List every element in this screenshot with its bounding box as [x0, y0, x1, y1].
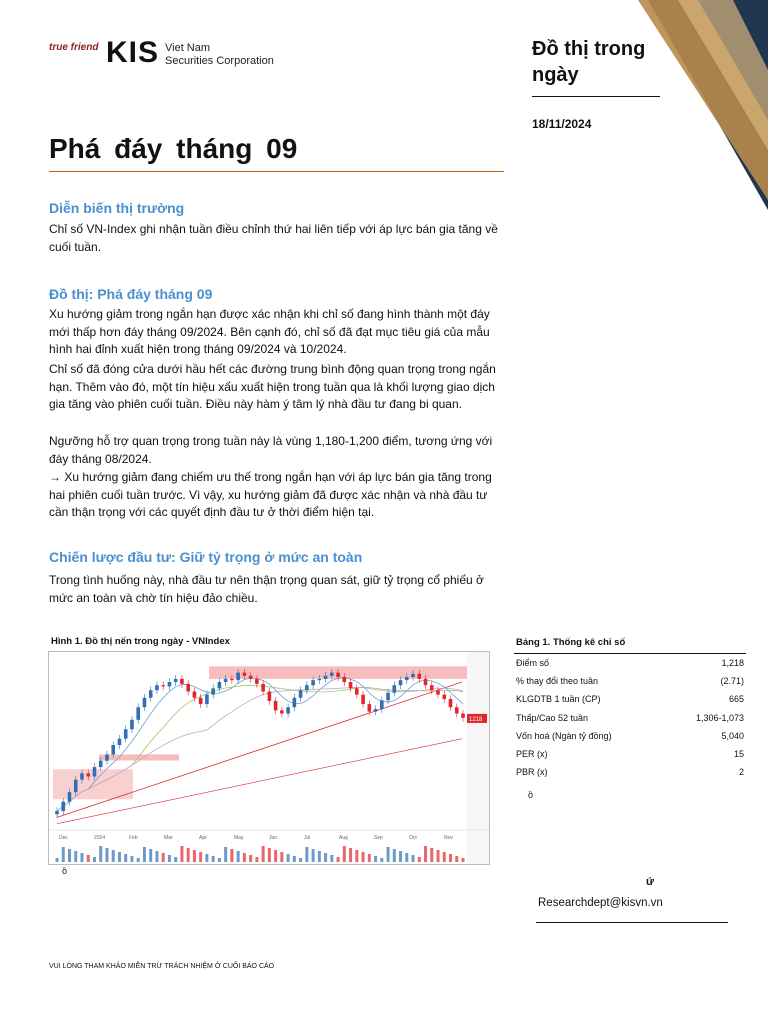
- candle-body: [343, 677, 347, 682]
- candle-body: [218, 682, 222, 688]
- volume-bar: [237, 851, 240, 862]
- volume-bar: [262, 846, 265, 862]
- candle-body: [224, 679, 228, 682]
- volume-bar: [380, 858, 383, 862]
- x-tick-label: Sep: [374, 835, 383, 841]
- volume-bar: [374, 856, 377, 862]
- x-tick-label: Apr: [199, 835, 207, 841]
- volume-bar: [199, 852, 202, 862]
- volume-bar: [212, 856, 215, 862]
- volume-bar: [355, 850, 358, 862]
- candle-body: [324, 676, 328, 679]
- vnindex-candlestick-chart: [48, 651, 490, 865]
- volume-bar: [299, 858, 302, 862]
- candle-body: [305, 685, 309, 690]
- candle-body: [199, 698, 203, 704]
- volume-bar: [174, 857, 177, 862]
- chart-analysis-heading: Đồ thị: Phá đáy tháng 09: [49, 286, 213, 302]
- volume-bar: [312, 849, 315, 862]
- volume-bar: [305, 847, 308, 862]
- volume-bar: [293, 856, 296, 862]
- candle-body: [99, 761, 103, 767]
- figure-title: Hình 1. Đồ thị nến trong ngày - VNIndex: [51, 636, 230, 647]
- volume-bar: [149, 849, 152, 862]
- candle-body: [55, 811, 59, 814]
- candle-body: [111, 745, 115, 754]
- x-tick-label: Jun: [269, 835, 278, 841]
- volume-bar: [205, 854, 208, 862]
- volume-bar: [449, 854, 452, 862]
- consolidation-zone: [99, 754, 179, 760]
- volume-bar: [243, 853, 246, 862]
- volume-bar: [62, 847, 65, 862]
- volume-bar: [137, 858, 140, 862]
- volume-bar: [424, 846, 427, 862]
- strategy-paragraph: Trong tình huống này, nhà đầu tư nên thận trọng quan sát, giữ tỷ trọng cổ phiếu ở mức an toàn và chờ tín hiệu đảo chiều.: [49, 573, 484, 605]
- contact-email[interactable]: Researchdept@kisvn.vn: [538, 897, 663, 909]
- volume-bar: [318, 851, 321, 862]
- report-type: Đồ thị trong ngày: [532, 36, 660, 97]
- x-tick-label: Oct: [409, 835, 417, 841]
- candle-body: [236, 673, 240, 681]
- market-heading: Diễn biến thị trường: [49, 200, 185, 216]
- volume-bar: [437, 850, 440, 862]
- volume-bar: [80, 853, 83, 862]
- candle-body: [368, 704, 372, 712]
- volume-bar: [143, 847, 146, 862]
- page-title: Phá đáy tháng 09: [49, 133, 504, 172]
- candle-body: [193, 691, 197, 697]
- volume-bar: [224, 847, 227, 862]
- kis-logo: [49, 36, 309, 74]
- volume-bar: [343, 846, 346, 862]
- candle-body: [311, 680, 315, 685]
- candle-body: [436, 690, 440, 694]
- candle-body: [336, 673, 340, 677]
- candle-body: [168, 682, 172, 686]
- candle-body: [455, 707, 459, 713]
- candle-body: [430, 685, 434, 690]
- volume-bar: [162, 853, 165, 862]
- volume-bar: [187, 848, 190, 862]
- volume-bar: [274, 850, 277, 862]
- x-tick-label: Nov: [444, 835, 453, 841]
- candle-body: [374, 709, 378, 712]
- volume-bar: [118, 852, 121, 862]
- candle-body: [449, 699, 453, 707]
- candle-body: [355, 688, 359, 694]
- candle-body: [361, 695, 365, 704]
- candle-body: [274, 701, 278, 710]
- candle-body: [118, 739, 122, 745]
- table-note: ồ: [528, 790, 534, 800]
- contact-divider: [536, 922, 728, 923]
- volume-bar: [130, 856, 133, 862]
- candle-body: [186, 684, 190, 692]
- report-date: 18/11/2024: [532, 117, 592, 131]
- candle-body: [249, 676, 253, 679]
- contact-heading: ứ: [646, 876, 654, 888]
- analysis-paragraph-1: Xu hướng giảm trong ngắn hạn được xác nhận khi chỉ số đang hình thành một đáy mới thấp hơn đáy tháng 09/2024. Bên cạnh đó, chỉ số đã đạt mục tiêu giá của mẫu hình hai đỉnh xuất hiện trong tháng 09/2024 và 10/2024.: [49, 307, 490, 356]
- candle-body: [136, 707, 140, 720]
- price-axis: [467, 652, 489, 864]
- company-name: Viet Nam Securities Corporation: [165, 42, 274, 67]
- candle-body: [386, 693, 390, 701]
- strategy-heading: Chiến lược đầu tư: Giữ tỷ trọng ở mức an toàn: [49, 549, 363, 565]
- candle-body: [93, 767, 97, 776]
- x-tick-label: 2024: [94, 835, 106, 841]
- last-price-label: 1218: [469, 716, 483, 723]
- candle-body: [143, 698, 147, 707]
- volume-bar: [443, 852, 446, 862]
- candle-body: [68, 792, 72, 801]
- candle-body: [180, 679, 184, 684]
- candle-body: [86, 773, 90, 776]
- candle-body: [105, 754, 109, 760]
- candle-body: [405, 677, 409, 680]
- candle-body: [124, 729, 128, 738]
- candle-body: [318, 679, 322, 680]
- volume-bar: [324, 853, 327, 862]
- table-row: PER (x) 15: [516, 748, 744, 759]
- table-row: % thay đổi theo tuần (2.71): [516, 676, 744, 687]
- candle-body: [155, 685, 159, 690]
- volume-bar: [368, 854, 371, 862]
- volume-bar: [124, 854, 127, 862]
- volume-bar: [268, 848, 271, 862]
- volume-bar: [330, 855, 333, 862]
- x-tick-label: May: [234, 835, 244, 841]
- candle-body: [261, 684, 265, 692]
- candle-body: [417, 674, 421, 679]
- candle-body: [205, 695, 209, 704]
- volume-bar: [180, 846, 183, 862]
- candle-body: [61, 802, 65, 811]
- volume-bar: [280, 852, 283, 862]
- volume-bar: [405, 853, 408, 862]
- volume-bar: [230, 849, 233, 862]
- volume-bar: [155, 851, 158, 862]
- volume-bar: [462, 858, 465, 862]
- market-paragraph: Chỉ số VN-Index ghi nhận tuần điều chỉnh thứ hai liên tiếp với áp lực bán gia tăng về cuối tuần.: [49, 222, 498, 254]
- x-tick-label: Mar: [164, 835, 173, 841]
- uptrend-line: [57, 682, 462, 817]
- candle-body: [399, 680, 403, 685]
- volume-bar: [218, 858, 221, 862]
- volume-bar: [412, 855, 415, 862]
- volume-bar: [87, 855, 90, 862]
- table-row: PBR (x) 2: [516, 767, 744, 778]
- table-row: Vốn hoá (Ngàn tỷ đồng) 5,040: [516, 730, 744, 741]
- x-tick-label: Dec: [59, 835, 68, 841]
- volume-bar: [393, 849, 396, 862]
- candle-body: [149, 690, 153, 698]
- figure-note: ồ: [62, 866, 68, 876]
- candle-body: [286, 707, 290, 713]
- volume-bar: [105, 848, 108, 862]
- stats-table: [514, 653, 746, 781]
- volume-bar: [255, 857, 258, 862]
- candle-body: [349, 682, 353, 688]
- volume-bar: [68, 849, 71, 862]
- volume-bar: [74, 851, 77, 862]
- candle-body: [243, 673, 247, 676]
- x-tick-label: Jul: [304, 835, 311, 841]
- analysis-paragraph-4: → Xu hướng giảm đang chiếm ưu thế trong ngắn hạn với áp lực bán gia tăng trong hai phiên cuối tuần trước. Vì vậy, xu hướng giảm đã được xác nhận và nhà đầu tư cần thận trọng với các quyết định đầu tư ở thời điểm hiện tại.: [49, 470, 492, 519]
- corner-decoration: [638, 0, 768, 220]
- volume-bar: [418, 857, 421, 862]
- analysis-paragraph-2: Chỉ số đã đóng cửa dưới hầu hết các đường trung bình động quan trọng trong ngắn hạn. Thêm vào đó, một tín hiệu xấu xuất hiện trong tuần qua là khối lượng giao dịch gia tăng vào phiên cuối tuần. Điều này hàm ý tâm lý nhà đầu tư đang bi quan.: [49, 362, 496, 411]
- volume-bar: [387, 847, 390, 862]
- volume-bar: [193, 850, 196, 862]
- volume-bar: [349, 848, 352, 862]
- candle-body: [299, 690, 303, 698]
- candle-body: [174, 679, 178, 682]
- candle-body: [211, 688, 215, 694]
- analysis-paragraph-3: Ngưỡng hỗ trợ quan trọng trong tuần này là vùng 1,180-1,200 điểm, tương ứng với đáy tháng 08/2024.: [49, 434, 493, 466]
- table-row: Thấp/Cao 52 tuần 1,306-1,073: [516, 712, 744, 723]
- candle-body: [255, 679, 259, 684]
- volume-bar: [337, 857, 340, 862]
- volume-bar: [99, 846, 102, 862]
- disclaimer-footer: VUI LÒNG THAM KHẢO MIỄN TRỪ TRÁCH NHIỆM Ở CUỐI BÁO CÁO: [49, 963, 275, 970]
- candle-body: [230, 679, 234, 680]
- candle-body: [380, 700, 384, 709]
- candle-body: [280, 710, 284, 713]
- volume-bar: [93, 857, 96, 862]
- volume-bar: [168, 855, 171, 862]
- table-row: Điểm số 1,218: [516, 658, 744, 668]
- candle-body: [74, 780, 78, 793]
- kis-wordmark: KIS: [106, 36, 160, 69]
- volume-bar: [399, 851, 402, 862]
- candle-body: [268, 691, 272, 700]
- candle-body: [411, 674, 415, 677]
- x-tick-label: Aug: [339, 835, 348, 841]
- volume-bar: [287, 854, 290, 862]
- true-friend-brand: true friend: [49, 42, 99, 53]
- candle-body: [392, 685, 396, 693]
- table-row: KLGDTB 1 tuần (CP) 665: [516, 694, 744, 705]
- candle-body: [330, 673, 334, 676]
- candle-body: [461, 714, 465, 718]
- candle-body: [293, 698, 297, 707]
- volume-bar: [249, 855, 252, 862]
- candle-body: [80, 773, 84, 779]
- volume-bar: [112, 850, 115, 862]
- candle-body: [424, 679, 428, 685]
- volume-bar: [430, 848, 433, 862]
- volume-bar: [362, 852, 365, 862]
- volume-bar: [455, 856, 458, 862]
- table-title: Bảng 1. Thống kê chỉ số: [516, 637, 626, 648]
- volume-bar: [56, 858, 59, 862]
- candle-body: [130, 720, 134, 729]
- candle-body: [161, 685, 165, 686]
- candle-body: [442, 695, 446, 699]
- x-tick-label: Feb: [129, 835, 138, 841]
